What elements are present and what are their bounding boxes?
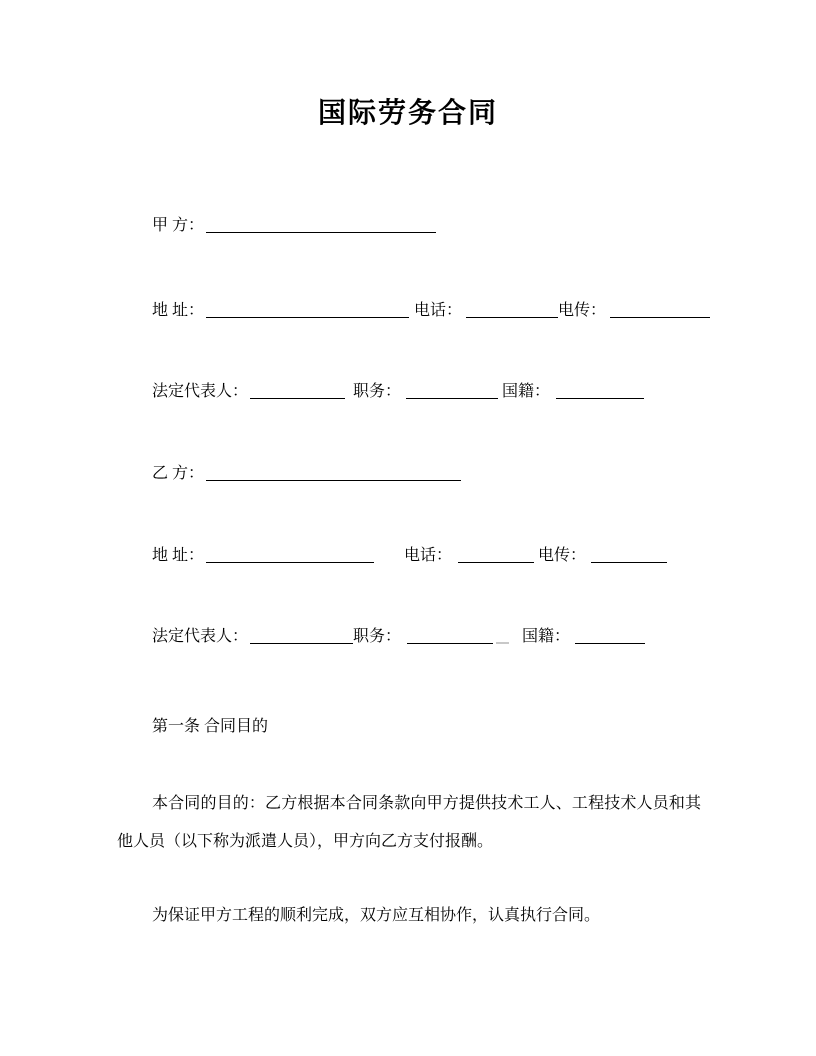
party-b-address-label: 地 址： bbox=[152, 547, 205, 564]
party-b-name-field[interactable] bbox=[206, 468, 461, 481]
party-a-legal-rep-label: 法定代表人： bbox=[152, 383, 249, 400]
party-b-phone-label: 电话： bbox=[404, 547, 453, 564]
party-b-position-label: 职务： bbox=[353, 628, 402, 645]
party-a-address-line bbox=[152, 302, 710, 319]
party-a-name-label: 甲 方： bbox=[152, 217, 205, 234]
party-b-phone-field[interactable] bbox=[458, 550, 534, 563]
party-b-nationality-label: 国籍： bbox=[522, 628, 571, 645]
party-b-legal-rep-line bbox=[152, 628, 645, 645]
party-b-address-line bbox=[152, 547, 667, 564]
party-b-legal-rep-label: 法定代表人： bbox=[152, 628, 249, 645]
document-title: 国际劳务合同 bbox=[317, 97, 498, 128]
party-a-name-line bbox=[152, 217, 436, 234]
party-a-phone-field[interactable] bbox=[466, 305, 558, 318]
article-1-paragraph-2: 为保证甲方工程的顺利完成，双方应互相协作，认真执行合同。 bbox=[152, 907, 601, 924]
party-b-name-label: 乙 方： bbox=[152, 465, 205, 482]
stray-underscore-mark bbox=[496, 632, 509, 644]
party-a-phone-label: 电话： bbox=[414, 302, 463, 319]
party-a-name-field[interactable] bbox=[206, 220, 436, 233]
party-a-address-field[interactable] bbox=[206, 305, 409, 318]
party-b-telex-label: 电传： bbox=[538, 547, 587, 564]
party-a-nationality-field[interactable] bbox=[556, 386, 644, 399]
party-b-address-field[interactable] bbox=[206, 550, 374, 563]
article-1-paragraph-1: 本合同的目的：乙方根据本合同条款向甲方提供技术工人、工程技术人员和其他人员（以下称为派遣人员），甲方向乙方支付报酬。 bbox=[117, 795, 701, 850]
party-a-telex-field[interactable] bbox=[610, 305, 710, 318]
party-b-legal-rep-field[interactable] bbox=[250, 631, 353, 644]
party-a-position-label: 职务： bbox=[353, 383, 402, 400]
article-1-heading: 第一条 合同目的 bbox=[152, 718, 269, 735]
party-b-telex-field[interactable] bbox=[591, 550, 667, 563]
party-b-nationality-field[interactable] bbox=[575, 631, 645, 644]
party-a-position-field[interactable] bbox=[406, 386, 498, 399]
party-b-position-field[interactable] bbox=[407, 631, 493, 644]
party-a-address-label: 地 址： bbox=[152, 302, 205, 319]
party-a-legal-rep-field[interactable] bbox=[250, 386, 345, 399]
party-a-telex-label: 电传： bbox=[558, 302, 607, 319]
party-a-legal-rep-line bbox=[152, 383, 644, 400]
party-a-nationality-label: 国籍： bbox=[502, 383, 551, 400]
party-b-name-line bbox=[152, 465, 461, 482]
